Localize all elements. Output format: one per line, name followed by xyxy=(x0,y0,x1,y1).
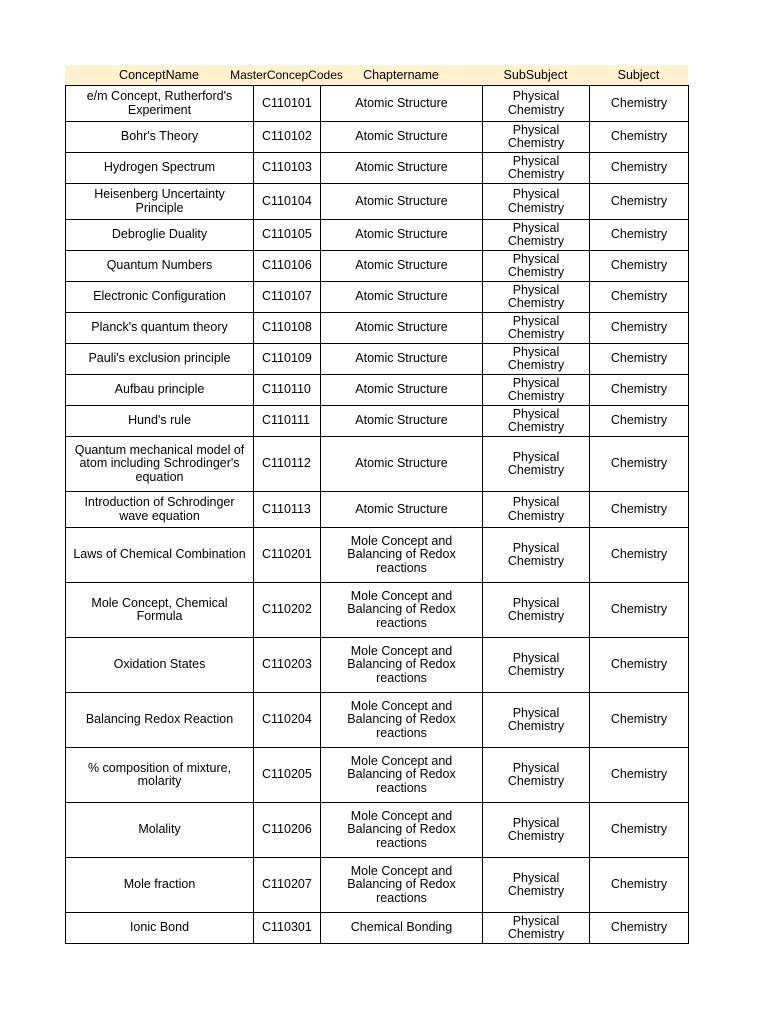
table-row xyxy=(66,406,689,437)
table-row xyxy=(66,913,689,944)
concept-code-cell[interactable]: C110112 xyxy=(254,437,321,492)
chapter-name-cell[interactable]: Mole Concept and Balancing of Redox reactions xyxy=(321,528,483,583)
concept-code-cell[interactable]: C110111 xyxy=(254,406,321,437)
sub-subject-cell[interactable]: Physical Chemistry xyxy=(483,748,590,803)
table-row xyxy=(66,251,689,282)
sub-subject-cell[interactable]: Physical Chemistry xyxy=(483,220,590,251)
chapter-name-cell[interactable]: Atomic Structure xyxy=(321,375,483,406)
sub-subject-cell[interactable]: Physical Chemistry xyxy=(483,528,590,583)
chapter-name-cell[interactable]: Atomic Structure xyxy=(321,437,483,492)
sub-subject-cell[interactable]: Physical Chemistry xyxy=(483,344,590,375)
concept-name-cell[interactable]: Pauli's exclusion principle xyxy=(66,344,254,375)
subject-cell[interactable]: Chemistry xyxy=(590,406,689,437)
chapter-name-cell[interactable]: Mole Concept and Balancing of Redox reactions xyxy=(321,748,483,803)
concept-name-cell[interactable]: Oxidation States xyxy=(66,638,254,693)
subject-cell[interactable]: Chemistry xyxy=(590,638,689,693)
concept-name-cell[interactable]: Heisenberg Uncertainty Principle xyxy=(66,184,254,220)
concept-name-cell[interactable]: Bohr's Theory xyxy=(66,122,254,153)
concept-code-cell[interactable]: C110301 xyxy=(254,913,321,944)
table-row xyxy=(66,528,689,583)
concept-name-cell[interactable]: Ionic Bond xyxy=(66,913,254,944)
concept-name-cell[interactable]: Mole fraction xyxy=(66,858,254,913)
concept-code-cell[interactable]: C110203 xyxy=(254,638,321,693)
subject-cell[interactable]: Chemistry xyxy=(590,492,689,528)
chapter-name-cell[interactable]: Atomic Structure xyxy=(321,251,483,282)
table-row xyxy=(66,437,689,492)
sub-subject-cell[interactable]: Physical Chemistry xyxy=(483,858,590,913)
table-row xyxy=(66,86,689,122)
concept-code-cell[interactable]: C110103 xyxy=(254,153,321,184)
chapter-name-cell[interactable]: Mole Concept and Balancing of Redox reactions xyxy=(321,858,483,913)
subject-cell[interactable]: Chemistry xyxy=(590,375,689,406)
concept-code-cell[interactable]: C110102 xyxy=(254,122,321,153)
table-row xyxy=(66,375,689,406)
header-master-concept-codes[interactable]: MasterConcepCodes xyxy=(230,67,343,82)
concept-name-cell[interactable]: Hydrogen Spectrum xyxy=(66,153,254,184)
table-row xyxy=(66,184,689,220)
sub-subject-cell[interactable]: Physical Chemistry xyxy=(483,313,590,344)
sub-subject-cell[interactable]: Physical Chemistry xyxy=(483,282,590,313)
subject-cell[interactable]: Chemistry xyxy=(590,803,689,858)
concept-code-cell[interactable]: C110201 xyxy=(254,528,321,583)
sub-subject-cell[interactable]: Physical Chemistry xyxy=(483,122,590,153)
sub-subject-cell[interactable]: Physical Chemistry xyxy=(483,375,590,406)
subject-cell[interactable]: Chemistry xyxy=(590,184,689,220)
table-row xyxy=(66,803,689,858)
concept-name-cell[interactable]: Balancing Redox Reaction xyxy=(66,693,254,748)
header-sub-subject[interactable]: SubSubject xyxy=(503,68,568,82)
table-row xyxy=(66,153,689,184)
table-row xyxy=(66,748,689,803)
sub-subject-cell[interactable]: Physical Chemistry xyxy=(483,693,590,748)
concept-code-cell[interactable]: C110110 xyxy=(254,375,321,406)
chapter-name-cell[interactable]: Atomic Structure xyxy=(321,313,483,344)
concept-code-cell[interactable]: C110204 xyxy=(254,693,321,748)
subject-cell[interactable]: Chemistry xyxy=(590,122,689,153)
subject-cell[interactable]: Chemistry xyxy=(590,583,689,638)
concept-code-cell[interactable]: C110106 xyxy=(254,251,321,282)
table-row xyxy=(66,583,689,638)
chapter-name-cell[interactable]: Atomic Structure xyxy=(321,492,483,528)
concept-code-cell[interactable]: C110205 xyxy=(254,748,321,803)
chapter-name-cell[interactable]: Atomic Structure xyxy=(321,184,483,220)
chapter-name-cell[interactable]: Chemical Bonding xyxy=(321,913,483,944)
sub-subject-cell[interactable]: Physical Chemistry xyxy=(483,583,590,638)
chapter-name-cell[interactable]: Mole Concept and Balancing of Redox reactions xyxy=(321,638,483,693)
header-concept-name[interactable]: ConceptName xyxy=(119,68,199,82)
concept-name-cell[interactable]: Laws of Chemical Combination xyxy=(66,528,254,583)
concept-code-cell[interactable]: C110207 xyxy=(254,858,321,913)
concept-name-cell[interactable]: Aufbau principle xyxy=(66,375,254,406)
table-row xyxy=(66,220,689,251)
concept-name-cell[interactable]: Planck's quantum theory xyxy=(66,313,254,344)
sub-subject-cell[interactable]: Physical Chemistry xyxy=(483,803,590,858)
chapter-name-cell[interactable]: Atomic Structure xyxy=(321,406,483,437)
subject-cell[interactable]: Chemistry xyxy=(590,282,689,313)
sub-subject-cell[interactable]: Physical Chemistry xyxy=(483,913,590,944)
header-chapter-name[interactable]: Chaptername xyxy=(363,68,439,82)
sub-subject-cell[interactable]: Physical Chemistry xyxy=(483,86,590,122)
sub-subject-cell[interactable]: Physical Chemistry xyxy=(483,406,590,437)
concept-name-cell[interactable]: Quantum mechanical model of atom including Schrodinger's equation xyxy=(66,437,254,492)
subject-cell[interactable]: Chemistry xyxy=(590,437,689,492)
subject-cell[interactable]: Chemistry xyxy=(590,858,689,913)
table-row xyxy=(66,313,689,344)
chapter-name-cell[interactable]: Atomic Structure xyxy=(321,282,483,313)
header-row xyxy=(65,65,688,85)
concept-name-cell[interactable]: Introduction of Schrodinger wave equation xyxy=(66,492,254,528)
table-row xyxy=(66,492,689,528)
concept-code-cell[interactable]: C110109 xyxy=(254,344,321,375)
sub-subject-cell[interactable]: Physical Chemistry xyxy=(483,184,590,220)
chapter-name-cell[interactable]: Mole Concept and Balancing of Redox reactions xyxy=(321,583,483,638)
chapter-name-cell[interactable]: Atomic Structure xyxy=(321,344,483,375)
table-row xyxy=(66,858,689,913)
sub-subject-cell[interactable]: Physical Chemistry xyxy=(483,437,590,492)
concept-name-cell[interactable]: Hund's rule xyxy=(66,406,254,437)
subject-cell[interactable]: Chemistry xyxy=(590,220,689,251)
sub-subject-cell[interactable]: Physical Chemistry xyxy=(483,153,590,184)
subject-cell[interactable]: Chemistry xyxy=(590,153,689,184)
spreadsheet xyxy=(65,65,688,944)
concept-name-cell[interactable]: % composition of mixture, molarity xyxy=(66,748,254,803)
subject-cell[interactable]: Chemistry xyxy=(590,313,689,344)
concept-name-cell[interactable]: e/m Concept, Rutherford's Experiment xyxy=(66,86,254,122)
subject-cell[interactable]: Chemistry xyxy=(590,86,689,122)
table-row xyxy=(66,693,689,748)
concept-code-cell[interactable]: C110107 xyxy=(254,282,321,313)
subject-cell[interactable]: Chemistry xyxy=(590,251,689,282)
subject-cell[interactable]: Chemistry xyxy=(590,693,689,748)
concept-code-cell[interactable]: C110206 xyxy=(254,803,321,858)
concept-table xyxy=(65,85,689,944)
table-row xyxy=(66,638,689,693)
sub-subject-cell[interactable]: Physical Chemistry xyxy=(483,638,590,693)
subject-cell[interactable]: Chemistry xyxy=(590,913,689,944)
concept-name-cell[interactable]: Electronic Configuration xyxy=(66,282,254,313)
subject-cell[interactable]: Chemistry xyxy=(590,748,689,803)
concept-code-cell[interactable]: C110108 xyxy=(254,313,321,344)
concept-name-cell[interactable]: Quantum Numbers xyxy=(66,251,254,282)
table-row xyxy=(66,122,689,153)
concept-name-cell[interactable]: Mole Concept, Chemical Formula xyxy=(66,583,254,638)
table-row xyxy=(66,282,689,313)
chapter-name-cell[interactable]: Atomic Structure xyxy=(321,220,483,251)
header-subject[interactable]: Subject xyxy=(617,68,660,82)
table-row xyxy=(66,344,689,375)
subject-cell[interactable]: Chemistry xyxy=(590,344,689,375)
concept-name-cell[interactable]: Debroglie Duality xyxy=(66,220,254,251)
chapter-name-cell[interactable]: Atomic Structure xyxy=(321,86,483,122)
concept-code-cell[interactable]: C110105 xyxy=(254,220,321,251)
chapter-name-cell[interactable]: Mole Concept and Balancing of Redox reactions xyxy=(321,693,483,748)
concept-code-cell[interactable]: C110104 xyxy=(254,184,321,220)
sub-subject-cell[interactable]: Physical Chemistry xyxy=(483,492,590,528)
concept-code-cell[interactable]: C110101 xyxy=(254,86,321,122)
concept-code-cell[interactable]: C110202 xyxy=(254,583,321,638)
chapter-name-cell[interactable]: Atomic Structure xyxy=(321,122,483,153)
concept-code-cell[interactable]: C110113 xyxy=(254,492,321,528)
chapter-name-cell[interactable]: Mole Concept and Balancing of Redox reactions xyxy=(321,803,483,858)
sub-subject-cell[interactable]: Physical Chemistry xyxy=(483,251,590,282)
subject-cell[interactable]: Chemistry xyxy=(590,528,689,583)
chapter-name-cell[interactable]: Atomic Structure xyxy=(321,153,483,184)
concept-name-cell[interactable]: Molality xyxy=(66,803,254,858)
